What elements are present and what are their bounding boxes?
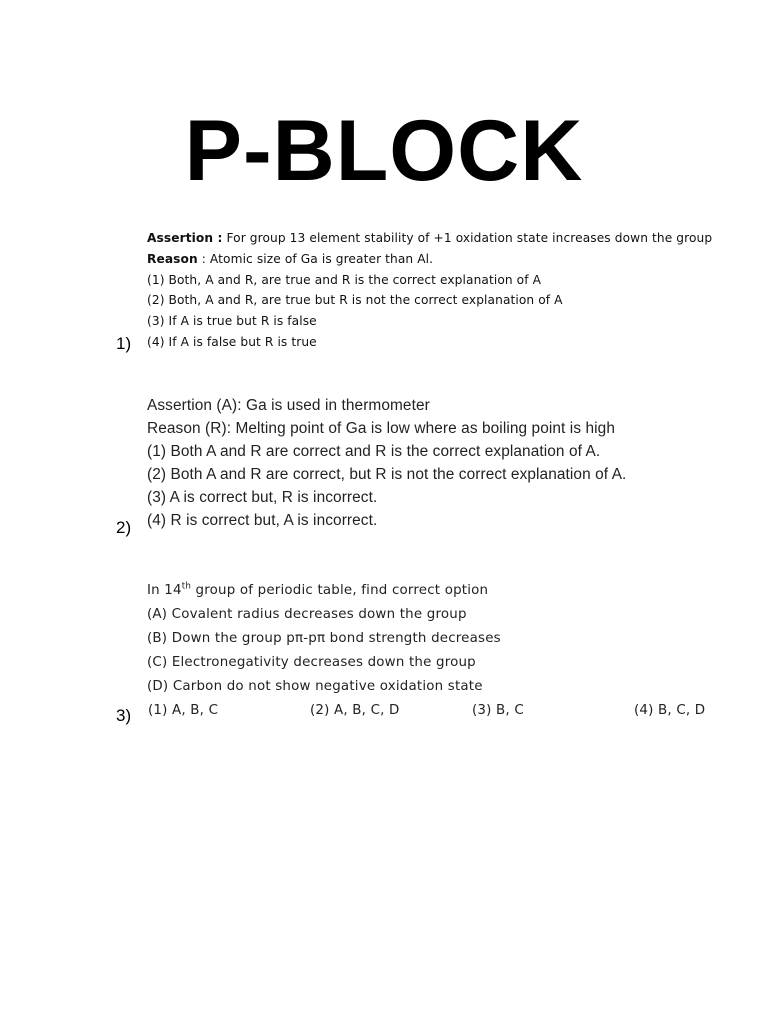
statement-line: (C) Electronegativity decreases down the group [147, 655, 476, 670]
reason-text: : Atomic size of Ga is greater than Al. [197, 252, 434, 266]
answer-option: (3) B, C [472, 703, 524, 718]
assertion-text: For group 13 element stability of +1 oxidation state increases down the group [222, 231, 713, 245]
option-line: (2) Both, A and R, are true but R is not the correct explanation of A [147, 293, 563, 307]
question-number: 3) [116, 706, 132, 725]
assertion-line: Assertion (A): Ga is used in thermometer [147, 397, 430, 414]
question-stem: In 14th group of periodic table, find correct option [147, 581, 489, 598]
question-number: 2) [116, 518, 132, 537]
statement-line: (A) Covalent radius decreases down the group [147, 607, 467, 622]
question-number: 1) [116, 334, 132, 353]
option-line: (2) Both A and R are correct, but R is not the correct explanation of A. [147, 466, 627, 483]
option-line: (4) R is correct but, A is incorrect. [147, 512, 378, 529]
reason-line [147, 252, 433, 266]
option-line: (1) Both, A and R, are true and R is the correct explanation of A [147, 273, 542, 287]
assertion-line [147, 231, 712, 245]
option-line: (3) A is correct but, R is incorrect. [147, 489, 378, 506]
reason-line: Reason (R): Melting point of Ga is low where as boiling point is high [147, 420, 615, 437]
answer-option: (4) B, C, D [634, 703, 706, 718]
statement-line: (B) Down the group pπ-pπ bond strength decreases [147, 631, 501, 646]
assertion-label: Assertion : [147, 231, 223, 245]
option-line: (4) If A is false but R is true [147, 335, 317, 349]
option-line: (1) Both A and R are correct and R is the correct explanation of A. [147, 443, 601, 460]
answer-option: (1) A, B, C [148, 703, 219, 718]
option-line: (3) If A is true but R is false [147, 314, 317, 328]
page-title: P-BLOCK [184, 103, 584, 199]
answer-option: (2) A, B, C, D [310, 703, 400, 718]
statement-line: (D) Carbon do not show negative oxidation state [147, 679, 483, 694]
reason-label: Reason [147, 252, 198, 266]
